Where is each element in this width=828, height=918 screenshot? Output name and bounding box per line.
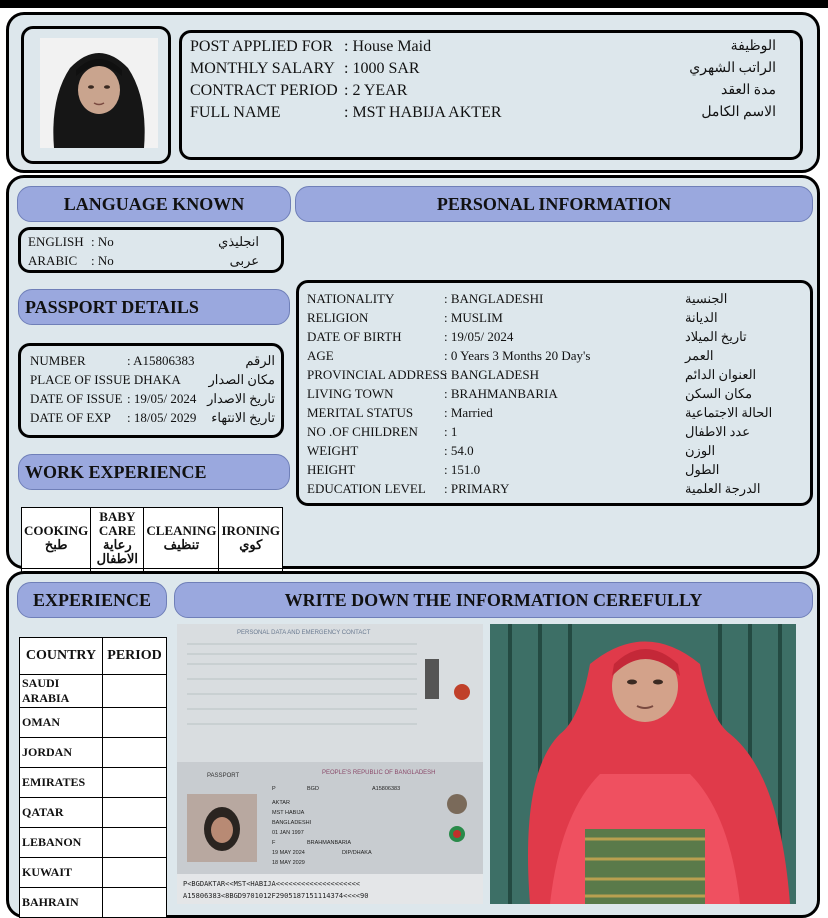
- personal-label: RELIGION: [307, 310, 369, 325]
- arabic-value: : No: [91, 253, 114, 268]
- experience-country: LEBANON: [20, 828, 103, 858]
- scan-pob: BRAHMANBARIA: [307, 840, 352, 846]
- scan-top-heading: PERSONAL DATA AND EMERGENCY CONTACT: [237, 630, 371, 636]
- personal-label: PROVINCIAL ADDRESS: [307, 367, 448, 382]
- scan-mrz2: A15806383<8BGD9701012F2905187151114374<<<<90: [183, 892, 369, 900]
- personal-value: : PRIMARY: [444, 481, 510, 496]
- scan-mrz1: P<BGDAKTAR<<MST<HABIJA<<<<<<<<<<<<<<<<<<<<: [183, 880, 361, 888]
- personal-value: : BANGLADESH: [444, 367, 539, 382]
- personal-label: MERITAL STATUS: [307, 405, 414, 420]
- post-arabic: الوظيفة: [730, 39, 776, 54]
- experience-period[interactable]: [103, 828, 167, 858]
- personal-arabic: الطول: [685, 462, 720, 477]
- personal-arabic: الدرجة العلمية: [685, 481, 761, 496]
- scan-republic: PEOPLE'S REPUBLIC OF BANGLADESH: [322, 770, 436, 776]
- passport-heading: PASSPORT DETAILS: [18, 289, 290, 325]
- scan-bgd: BGD: [307, 786, 319, 792]
- experience-period[interactable]: [103, 858, 167, 888]
- scan-nat: BANGLADESHI: [272, 820, 312, 826]
- top-border: [0, 0, 828, 8]
- post-info-frame: [179, 30, 803, 160]
- scan-p-code: P: [272, 786, 276, 792]
- experience-country: EMIRATES: [20, 768, 103, 798]
- work-col-cooking: COOKING طبخ: [22, 508, 91, 569]
- personal-label: NO .OF CHILDREN: [307, 424, 418, 439]
- personal-value: : BRAHMANBARIA: [444, 386, 558, 401]
- fullname-label: FULL NAME: [190, 104, 281, 121]
- passport-number-label: NUMBER: [30, 353, 86, 368]
- salary-value: : 1000 SAR: [344, 60, 420, 77]
- passport-scan-image: [177, 624, 483, 904]
- personal-arabic: مكان السكن: [685, 386, 753, 401]
- place-of-issue-arabic: مكان الصدار: [208, 372, 275, 387]
- experience-period[interactable]: [103, 798, 167, 828]
- language-box: [18, 227, 284, 273]
- passport-number-value: : A15806383: [127, 353, 195, 368]
- personal-value: : 151.0: [444, 462, 481, 477]
- experience-row: [20, 708, 167, 738]
- date-of-issue-label: DATE OF ISSUE: [30, 391, 123, 406]
- place-of-issue-value: : DHAKA: [127, 372, 181, 387]
- work-col-cleaning: CLEANING تنظيف: [144, 508, 219, 569]
- experience-row: [20, 768, 167, 798]
- place-of-issue-label: PLACE OF ISSUE: [30, 372, 131, 387]
- experience-row: [20, 675, 167, 708]
- personal-arabic: العنوان الدائم: [685, 367, 757, 382]
- scan-issue: 19 MAY 2024: [272, 850, 305, 856]
- personal-label: LIVING TOWN: [307, 386, 394, 401]
- write-heading: WRITE DOWN THE INFORMATION CEREFULLY: [174, 582, 813, 618]
- experience-period[interactable]: [103, 768, 167, 798]
- post-label: POST APPLIED FOR: [190, 38, 333, 55]
- personal-arabic: العمر: [685, 348, 714, 363]
- personal-label: HEIGHT: [307, 462, 356, 477]
- passport-number-arabic: الرقم: [245, 353, 275, 368]
- photo-frame: [21, 26, 171, 164]
- details-section: [6, 175, 820, 569]
- personal-arabic: الحالة الاجتماعية: [685, 405, 773, 420]
- english-value: : No: [91, 234, 114, 249]
- personal-label: WEIGHT: [307, 443, 359, 458]
- experience-section: [6, 571, 820, 918]
- experience-period[interactable]: [103, 675, 167, 708]
- personal-value: : MUSLIM: [444, 310, 503, 325]
- experience-country: SAUDI ARABIA: [20, 675, 103, 708]
- personal-value: : 19/05/ 2024: [444, 329, 514, 344]
- experience-period[interactable]: [103, 738, 167, 768]
- language-heading: LANGUAGE KNOWN: [17, 186, 291, 222]
- experience-period[interactable]: [103, 708, 167, 738]
- personal-value: : 1: [444, 424, 458, 439]
- header-section: [6, 12, 820, 173]
- personal-info-box: [296, 280, 813, 506]
- fullname-arabic: الاسم الكامل: [701, 105, 776, 120]
- personal-label: AGE: [307, 348, 334, 363]
- salary-label: MONTHLY SALARY: [190, 60, 335, 77]
- date-of-exp-label: DATE OF EXP: [30, 410, 111, 425]
- arabic-arabic: عربى: [229, 253, 259, 268]
- full-body-photo: [490, 624, 796, 904]
- personal-label: DATE OF BIRTH: [307, 329, 402, 344]
- experience-country: JORDAN: [20, 738, 103, 768]
- experience-country: KUWAIT: [20, 858, 103, 888]
- scan-passport-word: PASSPORT: [207, 773, 240, 779]
- contract-value: : 2 YEAR: [344, 82, 408, 99]
- english-label: ENGLISH: [28, 234, 84, 249]
- experience-heading: EXPERIENCE: [17, 582, 167, 618]
- personal-value: : 0 Years 3 Months 20 Day's: [444, 348, 591, 363]
- personal-arabic: الجنسية: [685, 291, 728, 306]
- work-heading: WORK EXPERIENCE: [18, 454, 290, 490]
- scan-dob: 01 JAN 1997: [272, 830, 304, 836]
- personal-arabic: الوزن: [685, 443, 716, 458]
- date-of-exp-value: : 18/05/ 2029: [127, 410, 197, 425]
- scan-given: MST HABIJA: [272, 810, 305, 816]
- exp-col-period: PERIOD: [103, 638, 167, 675]
- work-col-babycare: BABY CARE رعاية الاطفال: [91, 508, 144, 569]
- personal-value: : BANGLADESHI: [444, 291, 544, 306]
- scan-sex: F: [272, 840, 276, 846]
- scan-expiry: 18 MAY 2029: [272, 860, 305, 866]
- personal-value: : Married: [444, 405, 493, 420]
- date-of-exp-arabic: تاريخ الانتهاء: [211, 410, 275, 425]
- experience-row: [20, 888, 167, 918]
- personal-value: : 54.0: [444, 443, 474, 458]
- date-of-issue-arabic: تاريخ الاصدار: [207, 391, 275, 406]
- date-of-issue-value: : 19/05/ 2024: [127, 391, 197, 406]
- personal-arabic: الديانة: [685, 310, 718, 325]
- personal-label: NATIONALITY: [307, 291, 395, 306]
- experience-period[interactable]: [103, 888, 167, 918]
- experience-table: [19, 637, 167, 918]
- passport-box: [18, 343, 284, 438]
- salary-arabic: الراتب الشهري: [689, 61, 776, 76]
- experience-country: BAHRAIN: [20, 888, 103, 918]
- experience-row: [20, 858, 167, 888]
- experience-country: OMAN: [20, 708, 103, 738]
- personal-arabic: تاريخ الميلاد: [685, 329, 747, 344]
- personal-label: EDUCATION LEVEL: [307, 481, 426, 496]
- contract-label: CONTRACT PERIOD: [190, 82, 338, 99]
- work-col-ironing: IRONING كوي: [219, 508, 283, 569]
- personal-arabic: عدد الاطفال: [685, 424, 750, 439]
- arabic-label: ARABIC: [28, 253, 78, 268]
- scan-authority: DIP/DHAKA: [342, 850, 372, 856]
- exp-col-country: COUNTRY: [20, 638, 103, 675]
- contract-arabic: مدة العقد: [720, 83, 776, 98]
- scan-surname: AKTAR: [272, 800, 290, 806]
- applicant-photo: [40, 38, 158, 148]
- experience-country: QATAR: [20, 798, 103, 828]
- experience-row: [20, 738, 167, 768]
- experience-row: [20, 798, 167, 828]
- fullname-value: : MST HABIJA AKTER: [344, 104, 502, 121]
- experience-row: [20, 828, 167, 858]
- post-value: : House Maid: [344, 38, 432, 55]
- scan-passno: A15806383: [372, 786, 401, 792]
- english-arabic: انجليذي: [218, 234, 259, 249]
- personal-heading: PERSONAL INFORMATION: [295, 186, 813, 222]
